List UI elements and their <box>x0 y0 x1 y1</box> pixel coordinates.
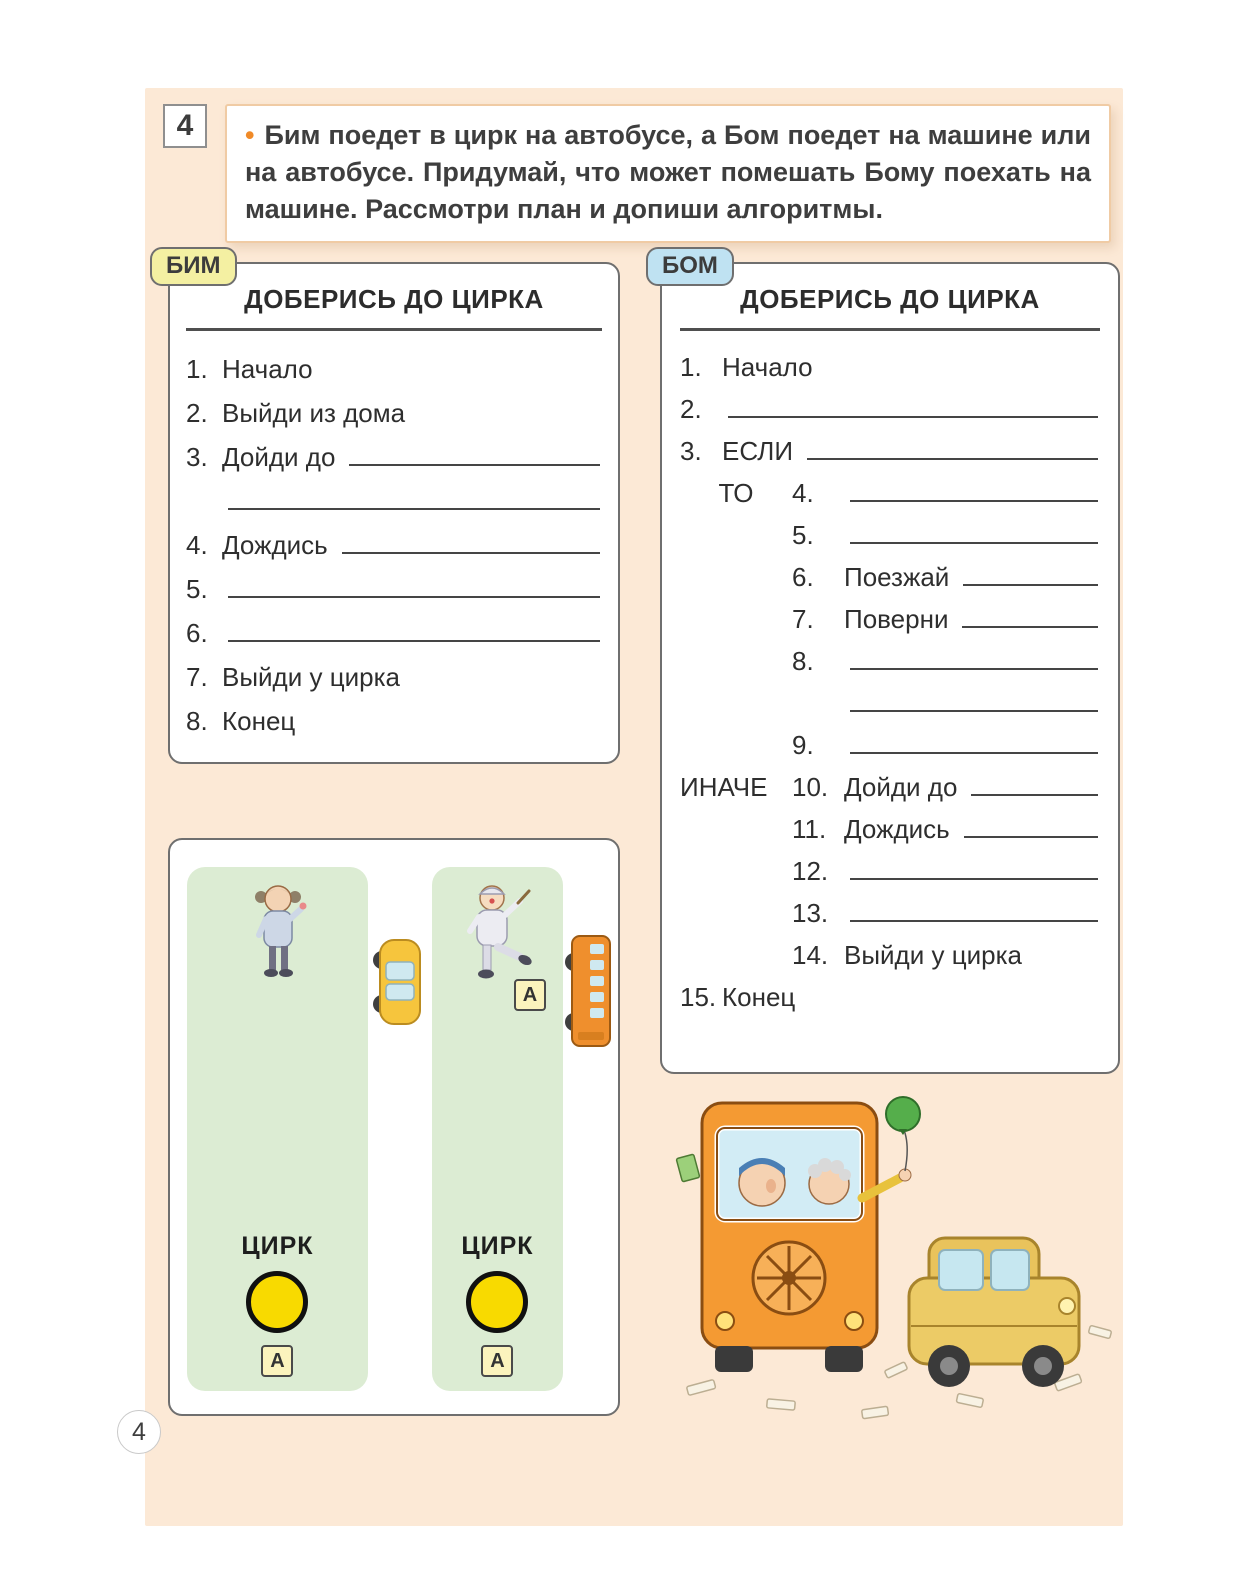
bom-steps <box>662 337 1118 1013</box>
circus-signs <box>461 1232 533 1377</box>
circus-sign-label: ЦИРК <box>241 1232 314 1260</box>
branch-keyword-then: ТО <box>718 477 754 508</box>
step-number: 12. <box>792 855 829 886</box>
answer-blank[interactable] <box>850 542 1098 544</box>
answer-blank[interactable] <box>850 668 1098 670</box>
circus-sign-light-icon <box>466 1271 528 1333</box>
step-number: 10. <box>792 771 829 802</box>
algo-step <box>680 383 1100 425</box>
answer-blank[interactable] <box>228 508 600 510</box>
task-bullet-icon: • <box>245 120 255 150</box>
step-number: 13. <box>792 897 829 928</box>
answer-blank[interactable] <box>850 500 1098 502</box>
algo-step <box>680 845 1100 887</box>
step-number: 8. <box>186 705 208 736</box>
step-number: 1. <box>186 353 208 384</box>
step-text: Выйди у цирка <box>222 661 400 692</box>
step-number: 6. <box>792 561 814 592</box>
step-text: Дождись <box>222 529 328 560</box>
algo-step <box>186 385 602 429</box>
answer-blank[interactable] <box>850 878 1098 880</box>
title-underline <box>186 328 602 331</box>
algo-step <box>680 341 1100 383</box>
cartoon-bus <box>676 1103 911 1372</box>
step-number: 2. <box>680 393 702 424</box>
step-text: Дойди до <box>844 771 958 802</box>
answer-blank[interactable] <box>971 794 1098 796</box>
step-text: Выйди у цирка <box>844 939 1022 970</box>
answer-blank[interactable] <box>964 836 1098 838</box>
answer-blank[interactable] <box>807 458 1098 460</box>
answer-blank[interactable] <box>850 752 1098 754</box>
bim-route-panel <box>187 867 368 1391</box>
task-number-box: 4 <box>163 104 207 148</box>
route-plan-box <box>168 838 620 1416</box>
step-number: 7. <box>186 661 208 692</box>
circus-sign-label: ЦИРК <box>461 1232 534 1260</box>
algo-step <box>680 887 1100 929</box>
bim-algorithm-title: ДОБЕРИСЬ ДО ЦИРКА <box>244 284 544 314</box>
algo-step <box>186 605 602 649</box>
algo-step <box>186 693 602 737</box>
step-text: Конец <box>722 981 796 1012</box>
answer-blank[interactable] <box>228 596 600 598</box>
bim-label: БИМ <box>150 247 237 286</box>
bom-algorithm-title: ДОБЕРИСЬ ДО ЦИРКА <box>740 284 1040 314</box>
step-number: 3. <box>680 435 702 466</box>
step-text: Конец <box>222 705 296 736</box>
algo-step <box>186 517 602 561</box>
task-text <box>245 117 1091 228</box>
step-number: 11. <box>792 813 827 844</box>
answer-blank[interactable] <box>342 552 600 554</box>
step-number: 5. <box>186 573 208 604</box>
algo-step <box>186 341 602 385</box>
step-number: 4. <box>792 477 814 508</box>
algo-step <box>680 803 1100 845</box>
step-number: 3. <box>186 441 208 472</box>
bim-algorithm-card <box>166 252 620 764</box>
step-number: 2. <box>186 397 208 428</box>
bom-algorithm-card <box>660 252 1120 1074</box>
step-text: Поезжай <box>844 561 950 592</box>
step-number: 4. <box>186 529 208 560</box>
step-number: 5. <box>792 519 814 550</box>
branch-keyword-else: ИНАЧЕ <box>680 771 768 802</box>
bom-label: БОМ <box>646 247 734 286</box>
step-text: Поверни <box>844 603 949 634</box>
algo-step <box>680 929 1100 971</box>
step-number: 15. <box>680 981 717 1012</box>
answer-blank[interactable] <box>963 584 1098 586</box>
algo-step <box>186 649 602 693</box>
algo-step <box>680 761 1100 803</box>
bom-route-panel <box>432 867 563 1391</box>
answer-blank[interactable] <box>850 710 1098 712</box>
circus-signs <box>241 1232 313 1377</box>
algo-step <box>680 635 1100 677</box>
algo-step <box>186 429 602 473</box>
cartoon-car <box>909 1238 1079 1387</box>
algo-step-continuation <box>186 473 602 517</box>
algo-step-continuation <box>680 677 1100 719</box>
step-number: 6. <box>186 617 208 648</box>
algo-step <box>680 551 1100 593</box>
answer-blank[interactable] <box>228 640 600 642</box>
algo-step <box>680 425 1100 467</box>
circus-sign-light-icon <box>246 1271 308 1333</box>
step-text: Начало <box>722 351 813 382</box>
title-underline <box>680 328 1100 331</box>
workbook-page <box>132 88 1123 1526</box>
task-text-body: Бим поедет в цирк на автобусе, а Бом поедет на машине или на автобусе. Придумай, что может помешать Бому поехать на машине. Рассмотри план и допиши алгоритмы. <box>245 120 1091 224</box>
algo-step <box>680 467 1100 509</box>
answer-blank[interactable] <box>349 464 600 466</box>
page-number: 4 <box>117 1410 161 1454</box>
step-text: Дойди до <box>222 441 336 472</box>
answer-blank[interactable] <box>962 626 1098 628</box>
step-number: 1. <box>680 351 702 382</box>
step-number: 9. <box>792 729 814 760</box>
algo-step <box>680 593 1100 635</box>
task-header <box>225 104 1111 243</box>
algo-step <box>680 509 1100 551</box>
algo-step <box>680 719 1100 761</box>
yellow-car-icon <box>368 936 426 1028</box>
balloon-icon <box>886 1097 920 1171</box>
step-text: Начало <box>222 353 313 384</box>
answer-blank[interactable] <box>728 416 1098 418</box>
step-text: Выйди из дома <box>222 397 406 428</box>
algo-step <box>680 971 1100 1013</box>
answer-blank[interactable] <box>850 920 1098 922</box>
clown-character-icon <box>462 881 534 986</box>
bus-icon <box>564 934 614 1049</box>
bus-stop-sign: А <box>481 1345 513 1377</box>
bus-stop-sign: А <box>261 1345 293 1377</box>
bim-steps <box>170 337 618 737</box>
bus-stop-sign: А <box>514 979 546 1011</box>
step-text: ЕСЛИ <box>722 435 794 466</box>
step-text: Дождись <box>844 813 950 844</box>
step-number: 8. <box>792 645 814 676</box>
bim-character-icon <box>247 881 309 986</box>
algo-step <box>186 561 602 605</box>
circus-scene-illustration <box>657 1078 1123 1428</box>
step-number: 7. <box>792 603 814 634</box>
step-number: 14. <box>792 939 829 970</box>
